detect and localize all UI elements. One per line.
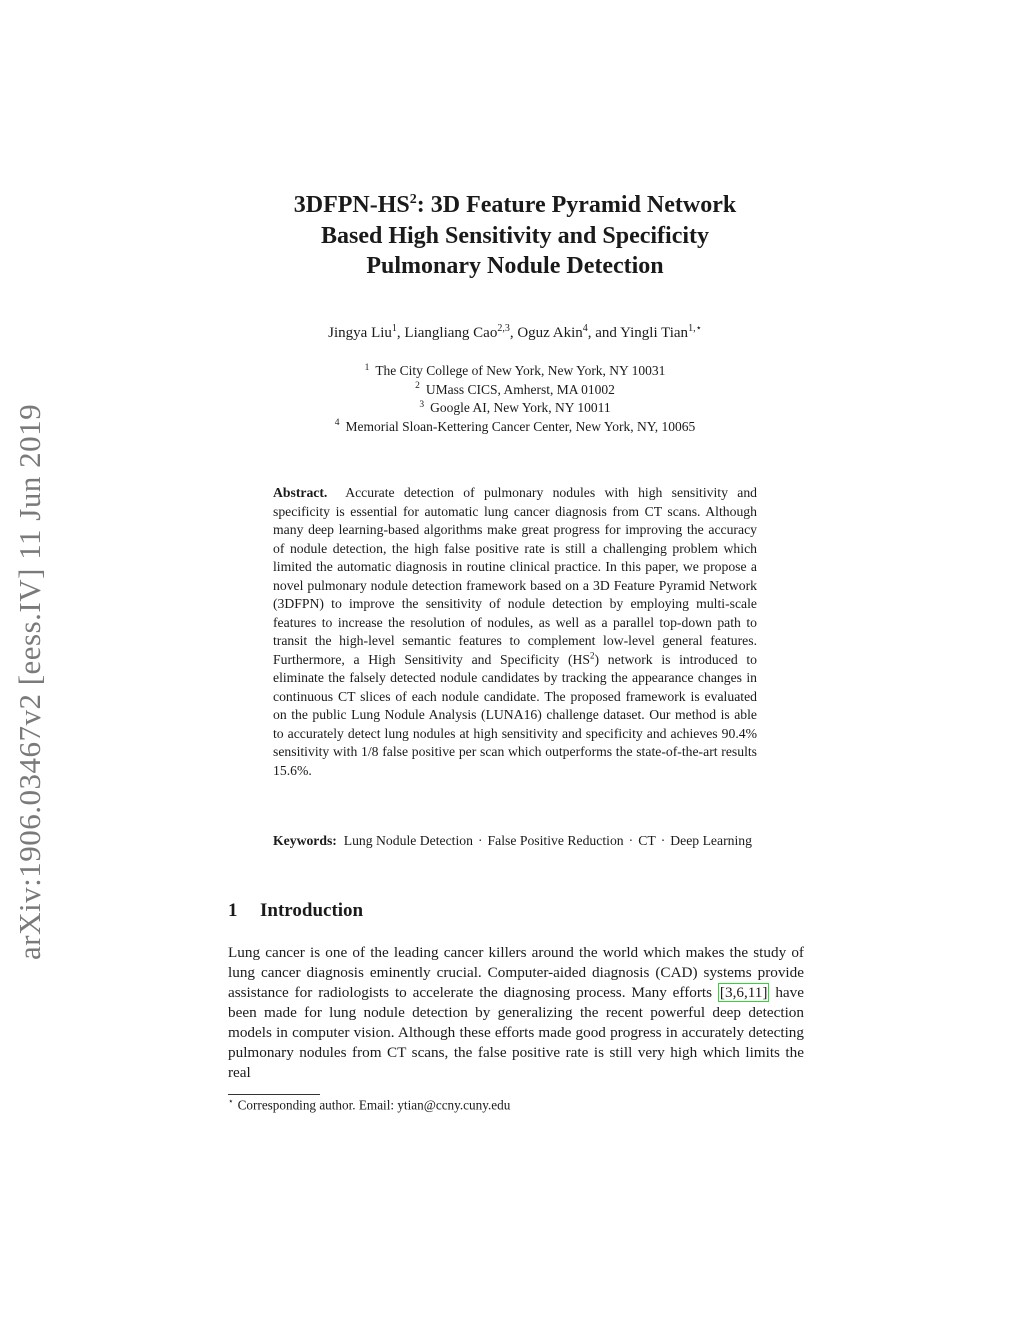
title-prefix-sup: 2 (409, 192, 417, 207)
title-line-1 (200, 190, 830, 221)
abstract (273, 484, 757, 780)
intro-paragraph (228, 943, 804, 1083)
title-line-3: Pulmonary Nodule Detection (366, 253, 664, 279)
section-heading (228, 900, 363, 922)
intro-text-1: Lung cancer is one of the leading cancer killers around the world which makes the study of lung cancer diagnosis eminently crucial. Computer-aided diagnosis (CAD) systems provide assistance for radiologists to accelerate the diagnosing process. Many efforts (228, 944, 804, 1001)
keyword-separator: · (477, 833, 483, 848)
intro-text-2: have been made for lung nodule detection by generalizing the recent powerful deep detection models in computer vision. Although these efforts made good progress in accurately detecting pulmonary nodules from CT scans, the false positive rate is still very high which limits the real (228, 984, 804, 1081)
title-line-1-rest: : 3D Feature Pyramid Network (416, 192, 737, 218)
keyword: False Positive Reduction (487, 833, 624, 848)
affiliation: $^3$ Google AI, New York, NY 10011 (419, 399, 611, 415)
abstract-label: Abstract. (273, 485, 328, 500)
title-line-2: Based High Sensitivity and Specificity (320, 222, 710, 249)
section-title: Introduction (260, 900, 364, 921)
affiliation: $^4$ Memorial Sloan-Kettering Cancer Center, New York, NY, 10065 (334, 418, 696, 434)
footnote-rule (228, 1094, 320, 1095)
footnote-marker: ⋆ (228, 1096, 234, 1106)
affiliation: $^1$ The City College of New York, New York, NY 10031 (364, 362, 666, 378)
keyword: CT (638, 833, 656, 848)
keyword-separator: · (660, 833, 666, 848)
affiliation: $^2$ UMass CICS, Amherst, MA 01002 (415, 381, 615, 397)
footnote (228, 1096, 828, 1113)
author: Jingya Liu$^1$, (328, 323, 405, 341)
abstract-sup: 2 (590, 649, 595, 660)
author: Yingli Tian$^{1,⋆}$ (620, 323, 702, 341)
footnote-text: Corresponding author. Email: ytian@ccny.cuny.edu (237, 1097, 511, 1113)
keyword-separator: · (628, 833, 634, 848)
keywords-label: Keywords: (273, 833, 337, 848)
arxiv-identifier: arXiv:1906.03467v2 [eess.IV] 11 Jun 2019 (12, 403, 47, 960)
author-list (200, 325, 830, 342)
paper-title (200, 190, 830, 282)
keyword: Deep Learning (670, 833, 752, 848)
keyword: Lung Nodule Detection (343, 833, 473, 848)
title-prefix: 3DFPN-HS (293, 192, 410, 218)
citation-link[interactable]: [3,6,11] (719, 984, 768, 1001)
abstract-text-2: ) network is introduced to eliminate the falsely detected nodule candidates by tracking the appearance changes in continuous CT slices of each nodule candidate. The proposed framework is evaluated on the public Lung Nodule Analysis (LUNA16) challenge dataset. Our method is able to accurately detect lung nodules at high sensitivity and specificity and achieves 90.4% sensitivity with 1/8 false positive per scan which outperforms the state-of-the-art results 15.6%. (273, 651, 757, 778)
author: Oguz Akin$^4$, and (517, 323, 621, 341)
author: Liangliang Cao$^{2,3}$, (404, 323, 518, 341)
section-number: 1 (228, 900, 238, 921)
abstract-text-1: Accurate detection of pulmonary nodules with high sensitivity and specificity is essential for automatic lung cancer diagnosis from CT scans. Although many deep learning-based algorithms make great progress for improving the accuracy of nodule detection, the high false positive rate is still a challenging problem which limited the automatic diagnosis in routine clinical practice. In this paper, we propose a novel pulmonary nodule detection framework based on a 3D Feature Pyramid Network (3DFPN) to improve the sensitivity of nodule detection by employing multi-scale features to increase the resolution of nodules, as well as a parallel top-down path to transit the high-level semantic features to complement low-level general features. Furthermore, a High Sensitivity and Specificity (HS (273, 485, 758, 667)
keywords (273, 832, 757, 851)
affiliation-list (200, 362, 830, 436)
